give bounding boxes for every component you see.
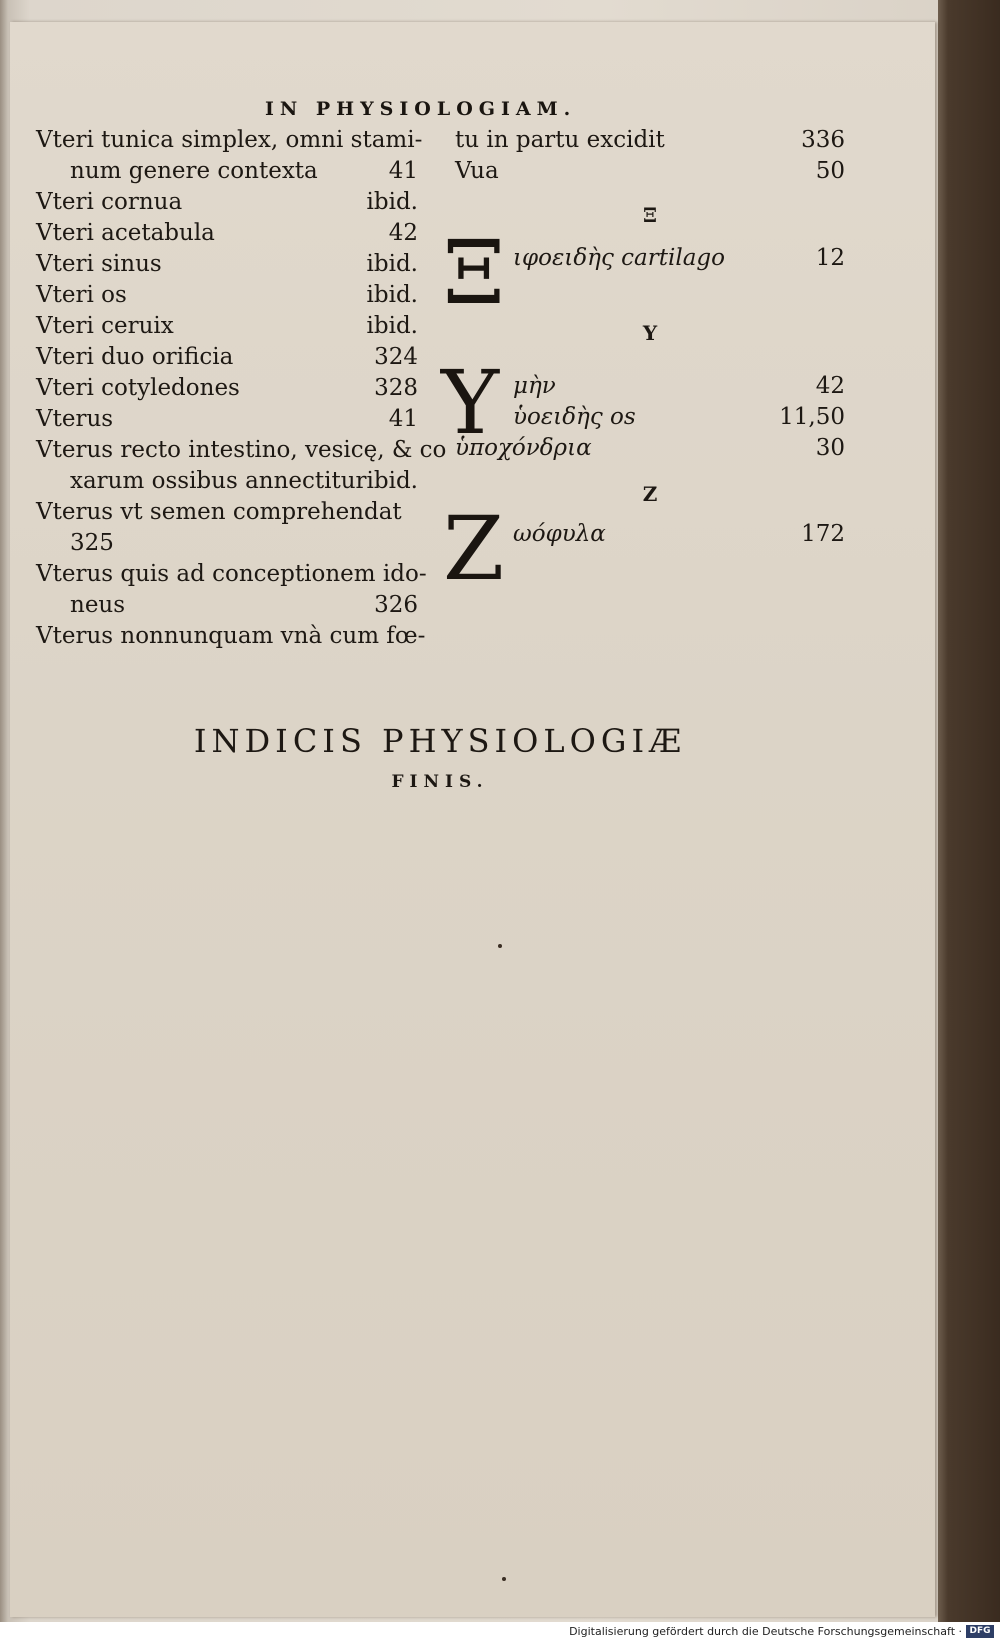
index-entry (455, 156, 845, 187)
entry-page: 12 (815, 245, 845, 271)
footer-credit: Digitalisierung gefördert durch die Deutsche Forschungsgemeinschaft · (569, 1625, 962, 1638)
entry-page: 324 (374, 344, 418, 370)
initial-xi: Ξ (443, 221, 505, 324)
index-entry (36, 621, 428, 652)
entry-term: Vterus quis ad conceptionem ido- (36, 561, 427, 587)
section-zeta (443, 497, 845, 600)
index-entry (455, 402, 845, 433)
entry-term: Vua (455, 158, 499, 184)
section-letter-zeta: Z (642, 482, 658, 506)
section-upsilon (441, 351, 845, 469)
entry-page: ibid. (366, 251, 418, 277)
index-entry (455, 371, 845, 402)
section-xi (443, 221, 845, 324)
index-entry (36, 156, 428, 187)
entry-page: 336 (801, 127, 845, 153)
initial-upsilon: Υ (441, 351, 500, 454)
book-edge (938, 0, 1000, 1643)
index-column-left (36, 125, 447, 652)
entry-term: μὴν (513, 373, 556, 399)
running-header: IN PHYSIOLOGIAM. (265, 98, 577, 120)
index-entry (36, 311, 428, 342)
index-entry (36, 249, 428, 280)
entry-page: 11,50 (779, 404, 845, 430)
entry-term: ὑποχόνδρια (455, 435, 592, 461)
index-entry (36, 497, 428, 528)
index-entry (36, 559, 428, 590)
entry-page: 41 (388, 406, 418, 432)
entry-term: ιφοειδὴς cartilago (513, 245, 725, 271)
entry-term: neus (70, 592, 126, 618)
closing-title: INDICIS PHYSIOLOGIÆ (193, 722, 687, 760)
entry-term: num genere contexta (70, 158, 318, 184)
entry-page: 172 (801, 521, 845, 547)
entry-term: Vteri duo orificia (36, 344, 234, 370)
entry-page: ibid. (366, 468, 418, 494)
entry-term: Vteri cornua (36, 189, 183, 215)
entry-term: ὑοειδὴς os (513, 404, 636, 430)
index-entry (36, 590, 428, 621)
entry-term: Vteri ceruix (36, 313, 174, 339)
dfg-logo: DFG (966, 1625, 994, 1638)
closing-subtitle: FINIS. (391, 772, 489, 792)
entry-term: Vterus nonnunquam vnà cum fœ- (36, 623, 426, 649)
entry-term: tu in partu excidit (455, 127, 665, 153)
speck (502, 1577, 506, 1581)
index-column-right (441, 125, 845, 600)
entry-term: xarum ossibus annectitur (70, 468, 367, 494)
entry-term: 325 (70, 530, 114, 556)
section-letter-upsilon: Υ (642, 321, 658, 345)
index-entry (36, 373, 428, 404)
entry-page: ibid. (366, 189, 418, 215)
entry-term: Vteri acetabula (36, 220, 215, 246)
index-entry (36, 404, 428, 435)
index-entry (36, 187, 428, 218)
speck (498, 944, 502, 948)
index-entry (36, 342, 428, 373)
index-entry (36, 218, 428, 249)
index-entry (36, 280, 428, 311)
entry-page: 328 (374, 375, 418, 401)
index-entry (455, 125, 845, 156)
entry-term: Vteri sinus (36, 251, 162, 277)
index-entry (455, 243, 845, 274)
index-entry (36, 435, 447, 466)
index-entry (455, 519, 845, 550)
entry-term: Vterus (36, 406, 114, 432)
entry-page: ibid. (366, 282, 418, 308)
entry-term: Vteri cotyledones (36, 375, 240, 401)
entry-term: Vterus recto intestino, vesicę, & co (36, 437, 447, 463)
index-entry (36, 125, 428, 156)
initial-zeta: Z (443, 497, 505, 600)
index-entry (455, 433, 845, 464)
entry-page: ibid. (366, 313, 418, 339)
entry-page: 326 (374, 592, 418, 618)
entry-page: 42 (815, 373, 845, 399)
entry-term: Vterus vt semen comprehendat (36, 499, 402, 525)
entry-term: Vteri os (36, 282, 127, 308)
index-entry (36, 528, 428, 559)
section-letter-xi: Ξ (642, 203, 658, 227)
entry-page: 50 (815, 158, 845, 184)
entry-term: ωόφυλα (513, 521, 606, 547)
entry-page: 41 (388, 158, 418, 184)
index-entry (36, 466, 428, 497)
entry-term: Vteri tunica simplex, omni stami- (36, 127, 423, 153)
entry-page: 42 (388, 220, 418, 246)
entry-page: 30 (815, 435, 845, 461)
